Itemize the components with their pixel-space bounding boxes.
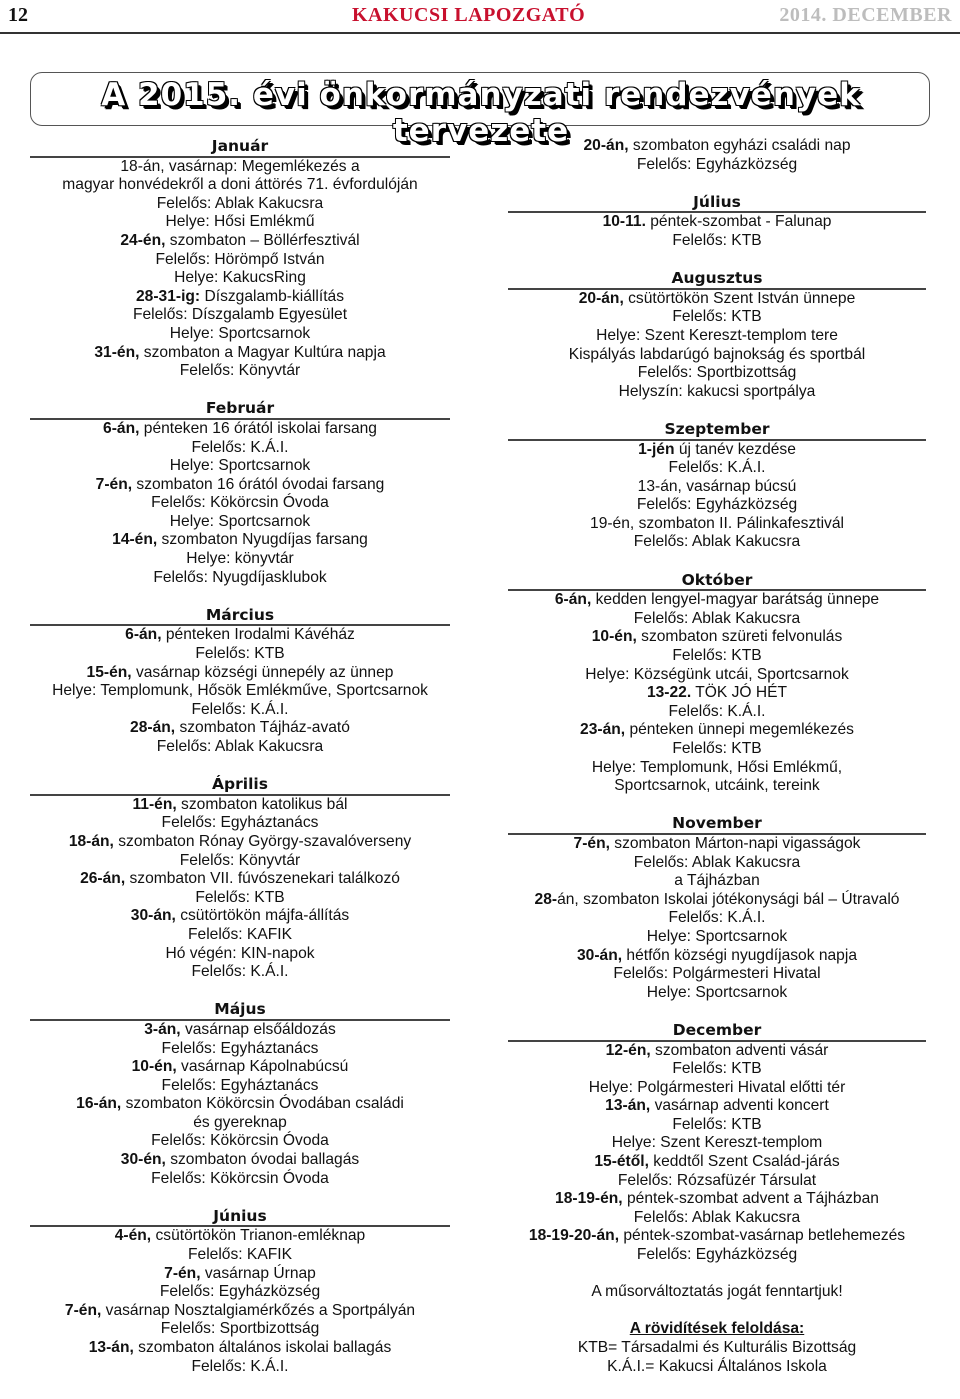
month-heading: Augusztus bbox=[508, 269, 926, 290]
event-text: szombaton egyházi családi nap bbox=[628, 137, 851, 154]
event-line bbox=[10, 963, 470, 982]
event-line bbox=[488, 740, 946, 759]
event-line bbox=[488, 383, 946, 402]
event-date: 12-én, bbox=[605, 1041, 651, 1059]
event-line bbox=[488, 327, 946, 346]
event-date: 28-31-ig: bbox=[136, 287, 201, 305]
event-text: Felelős: KTB bbox=[672, 740, 762, 757]
event-date: 7-én, bbox=[573, 834, 610, 852]
event-text: K.Á.I.= Kakucsi Általános Iskola bbox=[607, 1357, 827, 1375]
event-date: 7-én, bbox=[95, 475, 133, 493]
event-text: Felelős: Ablak Kakucsra bbox=[156, 194, 324, 212]
event-text: Felelős: Díszgalamb Egyesület bbox=[132, 306, 348, 324]
month-heading: Június bbox=[30, 1207, 450, 1228]
event-text: szombaton Kökörcsin Óvodában családi bbox=[121, 1095, 404, 1113]
event-text: szombaton Márton-napi vigasságok bbox=[609, 834, 861, 852]
event-line bbox=[10, 719, 470, 738]
event-line bbox=[10, 645, 470, 664]
event-text: Felelős: Kökörcsin Óvoda bbox=[151, 1132, 329, 1150]
event-text: Felelős: Sportbizottság bbox=[637, 364, 797, 382]
event-line bbox=[10, 362, 470, 381]
event-line bbox=[10, 1021, 470, 1040]
event-text: Helyszín: kakucsi sportpálya bbox=[618, 382, 816, 400]
event-text: Helye: Polgármesteri Hivatal előtti tér bbox=[588, 1078, 846, 1096]
event-line bbox=[10, 457, 470, 476]
event-line bbox=[10, 945, 470, 964]
event-text: vasárnap adventi koncert bbox=[650, 1097, 829, 1115]
event-line bbox=[10, 439, 470, 458]
event-text: Felelős: KAFIK bbox=[188, 1246, 292, 1264]
event-line bbox=[488, 666, 946, 685]
event-text: Felelős: Ablak Kakucsra bbox=[633, 609, 801, 627]
event-line bbox=[10, 626, 470, 645]
event-line bbox=[488, 777, 946, 796]
banner-title: A 2015. évi önkormányzati rendezvények tervezete bbox=[101, 77, 861, 149]
event-line bbox=[488, 1116, 946, 1135]
event-text: csütörtökön májfa-állítás bbox=[175, 907, 350, 925]
event-line bbox=[10, 907, 470, 926]
event-text: Felelős: KTB bbox=[672, 647, 762, 665]
event-line bbox=[488, 1339, 946, 1358]
event-line bbox=[10, 306, 470, 325]
event-date: 28-án, bbox=[130, 719, 176, 737]
spacer bbox=[488, 174, 946, 193]
event-line bbox=[488, 1172, 946, 1191]
event-date: 1-jén bbox=[638, 440, 675, 458]
event-text: Helye: Szent Kereszt-templom bbox=[611, 1134, 823, 1152]
event-line bbox=[488, 1079, 946, 1098]
event-text: magyar honvédekről a doni áttörés 71. évfordulóján bbox=[62, 176, 418, 194]
event-text: Felelős: Egyháztanács bbox=[161, 1076, 319, 1094]
month-heading: Május bbox=[30, 1000, 450, 1021]
event-text: csütörtökön Trianon-emléknap bbox=[151, 1227, 366, 1245]
event-line bbox=[488, 684, 946, 703]
month-heading: Március bbox=[30, 606, 450, 627]
event-text: és gyereknap bbox=[193, 1113, 287, 1131]
event-text: Felelős: KTB bbox=[672, 231, 762, 249]
event-line bbox=[488, 703, 946, 722]
event-text: szombaton Rónay György-szavalóverseny bbox=[113, 832, 412, 850]
event-line bbox=[488, 364, 946, 383]
event-text: Felelős: KTB bbox=[672, 1060, 762, 1078]
event-line bbox=[488, 1097, 946, 1116]
event-text: Helye: Sportcsarnok bbox=[169, 324, 311, 342]
event-line bbox=[10, 550, 470, 569]
event-line bbox=[488, 891, 946, 910]
event-date: 6-án, bbox=[103, 419, 140, 437]
event-line bbox=[10, 1302, 470, 1321]
event-line bbox=[10, 195, 470, 214]
event-text: Felelős: Egyházközség bbox=[636, 1246, 798, 1264]
event-text: Helye: KakucsRing bbox=[174, 269, 306, 287]
event-line bbox=[488, 290, 946, 309]
event-date: 14-én, bbox=[112, 531, 158, 549]
event-line bbox=[488, 872, 946, 891]
event-line bbox=[488, 928, 946, 947]
event-text: új tanév kezdése bbox=[674, 440, 796, 458]
event-line bbox=[10, 1283, 470, 1302]
month-heading: Január bbox=[30, 137, 450, 158]
event-date: 18-án, bbox=[68, 832, 114, 850]
month-heading: Október bbox=[508, 571, 926, 592]
event-line bbox=[10, 1265, 470, 1284]
event-line bbox=[10, 1095, 470, 1114]
event-line bbox=[10, 833, 470, 852]
event-line bbox=[488, 628, 946, 647]
event-date: 30-án, bbox=[130, 907, 176, 925]
event-line bbox=[488, 1246, 946, 1265]
event-date: 3-án, bbox=[144, 1020, 181, 1038]
event-line bbox=[488, 835, 946, 854]
event-text: szombaton VII. fúvószenekari találkozó bbox=[125, 870, 400, 888]
event-text: Helye: könyvtár bbox=[186, 550, 294, 568]
event-line bbox=[10, 1114, 470, 1133]
event-text: vasárnap Nosztalgiamérkőzés a Sportpályán bbox=[101, 1301, 416, 1319]
event-line bbox=[488, 496, 946, 515]
event-text: Helye: Sportcsarnok bbox=[646, 983, 788, 1001]
event-text: Helye: Szent Kereszt-templom tere bbox=[596, 326, 838, 344]
event-text: Felelős: Egyházközség bbox=[636, 155, 798, 173]
spacer bbox=[488, 1265, 946, 1284]
right-column bbox=[488, 137, 946, 1376]
event-text: Helye: Hősi Emlékmű bbox=[165, 213, 315, 231]
event-text: szombaton a Magyar Kultúra napja bbox=[139, 343, 386, 361]
event-text: Felelős: Könyvtár bbox=[179, 362, 301, 380]
event-text: Felelős: K.Á.I. bbox=[191, 1357, 289, 1375]
event-text: vasárnap elsőáldozás bbox=[180, 1020, 336, 1038]
spacer bbox=[10, 757, 470, 776]
spacer bbox=[10, 587, 470, 606]
event-line bbox=[488, 1358, 946, 1377]
left-column bbox=[10, 137, 470, 1376]
event-line bbox=[10, 1358, 470, 1377]
event-line bbox=[10, 494, 470, 513]
event-text: Sportcsarnok, utcáink, tereink bbox=[614, 777, 820, 795]
event-line bbox=[488, 515, 946, 534]
event-date: 13-22. bbox=[646, 684, 692, 702]
event-text: án, szombaton Iskolai jótékonysági bál – Útravaló bbox=[557, 890, 900, 908]
event-date: 20-án, bbox=[583, 137, 629, 154]
event-text: Felelős: Polgármesteri Hivatal bbox=[613, 965, 821, 983]
event-line bbox=[488, 984, 946, 1003]
event-text: Felelős: K.Á.I. bbox=[668, 702, 766, 720]
event-line bbox=[10, 1058, 470, 1077]
event-line bbox=[488, 308, 946, 327]
event-text: Helye: Templomunk, Hősi Emlékmű, bbox=[591, 758, 843, 776]
event-text: Helye: Sportcsarnok bbox=[169, 512, 311, 530]
event-line bbox=[488, 1190, 946, 1209]
event-line bbox=[10, 889, 470, 908]
event-text: hétfőn községi nyugdíjasok napja bbox=[622, 946, 857, 964]
event-date: 15-én, bbox=[86, 663, 132, 681]
event-date: 20-án, bbox=[578, 289, 624, 307]
event-line bbox=[10, 288, 470, 307]
event-text: Felelős: Könyvtár bbox=[179, 851, 301, 869]
event-text: csütörtökön Szent István ünnepe bbox=[623, 289, 856, 307]
event-line bbox=[10, 269, 470, 288]
event-date: 23-án, bbox=[580, 721, 626, 739]
event-line bbox=[10, 870, 470, 889]
event-date: 26-án, bbox=[80, 870, 126, 888]
publication-title: KAKUCSI LAPOZGATÓ bbox=[352, 4, 586, 26]
event-line bbox=[488, 909, 946, 928]
event-text: Felelős: KTB bbox=[672, 308, 762, 326]
event-text: Felelős: Rózsafüzér Társulat bbox=[617, 1171, 817, 1189]
event-text: Felelős: Ablak Kakucsra bbox=[156, 738, 324, 755]
event-line bbox=[488, 647, 946, 666]
event-text: pénteken ünnepi megemlékezés bbox=[625, 721, 854, 739]
event-date: 16-án, bbox=[76, 1095, 122, 1113]
event-text: KTB= Társadalmi és Kulturális Bizottság bbox=[577, 1339, 857, 1356]
event-line bbox=[10, 926, 470, 945]
page-number: 12 bbox=[8, 4, 28, 26]
event-date: 4-én, bbox=[114, 1227, 152, 1245]
event-text: Felelős: KTB bbox=[195, 645, 285, 663]
event-line bbox=[10, 1170, 470, 1189]
event-text: Helye: Sportcsarnok bbox=[646, 927, 788, 945]
event-line bbox=[488, 759, 946, 778]
event-line bbox=[488, 591, 946, 610]
event-line bbox=[10, 1246, 470, 1265]
event-date: 10-én, bbox=[131, 1058, 177, 1076]
event-line bbox=[10, 701, 470, 720]
header-divider bbox=[0, 32, 960, 34]
event-line bbox=[488, 1153, 946, 1172]
event-line bbox=[10, 158, 470, 177]
event-text: Felelős: KTB bbox=[672, 1115, 762, 1133]
event-date: 7-én, bbox=[64, 1301, 102, 1319]
spacer bbox=[488, 552, 946, 571]
event-date: 31-én, bbox=[94, 343, 140, 361]
spacer bbox=[10, 982, 470, 1001]
event-text: Felelős: KAFIK bbox=[188, 925, 292, 943]
event-line bbox=[10, 176, 470, 195]
event-line bbox=[10, 513, 470, 532]
event-text: szombaton általános iskolai ballagás bbox=[133, 1339, 392, 1356]
event-text: Felelős: Kökörcsin Óvoda bbox=[151, 1169, 329, 1187]
event-text: 18-án, vasárnap: Megemlékezés a bbox=[120, 157, 360, 175]
event-date: 10-11. bbox=[602, 213, 646, 231]
event-text: Felelős: K.Á.I. bbox=[191, 963, 289, 981]
event-text: A műsorváltoztatás jogát fenntartjuk! bbox=[591, 1283, 843, 1301]
event-text: Felelős: K.Á.I. bbox=[191, 700, 289, 718]
event-text: Felelős: K.Á.I. bbox=[668, 909, 766, 927]
event-date: 7-én, bbox=[164, 1264, 201, 1282]
event-line bbox=[10, 531, 470, 550]
event-line bbox=[488, 346, 946, 365]
event-line bbox=[488, 478, 946, 497]
event-line bbox=[488, 965, 946, 984]
event-text: Kispályás labdarúgó bajnokság és sportbál bbox=[568, 345, 866, 363]
event-text: Díszgalamb-kiállítás bbox=[200, 287, 344, 305]
event-line bbox=[488, 441, 946, 460]
event-line bbox=[10, 476, 470, 495]
event-text: Felelős: Sportbizottság bbox=[160, 1320, 320, 1338]
event-date: 18-19-én, bbox=[555, 1190, 623, 1208]
event-line bbox=[10, 1151, 470, 1170]
month-heading: Szeptember bbox=[508, 420, 926, 441]
event-text: pénteken 16 órától iskolai farsang bbox=[139, 419, 377, 437]
event-date: 28- bbox=[534, 890, 558, 908]
event-text: Felelős: Egyházközség bbox=[636, 496, 798, 514]
event-line bbox=[488, 459, 946, 478]
spacer bbox=[488, 796, 946, 815]
event-text: péntek-szombat advent a Tájházban bbox=[622, 1190, 879, 1208]
event-text: pénteken Irodalmi Kávéház bbox=[161, 626, 355, 644]
event-text: Felelős: Egyháztanács bbox=[161, 1039, 319, 1057]
event-text: vasárnap Úrnap bbox=[200, 1264, 316, 1282]
event-text: Felelős: Kökörcsin Óvoda bbox=[151, 494, 329, 512]
event-text: Felelős: KTB bbox=[195, 888, 285, 906]
event-text: 19-én, szombaton II. Pálinkafesztivál bbox=[590, 514, 844, 532]
event-line bbox=[488, 533, 946, 552]
event-line bbox=[488, 1042, 946, 1061]
event-date: 24-én, bbox=[120, 231, 166, 249]
event-line bbox=[488, 721, 946, 740]
event-date: 15-étől, bbox=[594, 1153, 649, 1171]
event-line bbox=[10, 1040, 470, 1059]
event-line bbox=[488, 137, 946, 156]
event-text: a Tájházban bbox=[674, 872, 760, 890]
month-heading: November bbox=[508, 814, 926, 835]
event-text: Felelős: Ablak Kakucsra bbox=[633, 853, 801, 871]
event-text: szombaton katolikus bál bbox=[176, 795, 348, 813]
event-line bbox=[488, 1283, 946, 1302]
event-date: 6-án, bbox=[554, 591, 592, 609]
event-line bbox=[10, 1077, 470, 1096]
event-text: péntek-szombat-vasárnap betlehemezés bbox=[619, 1227, 906, 1245]
event-text: 13-án, vasárnap búcsú bbox=[637, 477, 797, 495]
event-line bbox=[10, 682, 470, 701]
event-line bbox=[10, 325, 470, 344]
event-text: Helye: Templomunk, Hősök Emlékműve, Sportcsarnok bbox=[52, 682, 428, 700]
event-line bbox=[10, 420, 470, 439]
event-line bbox=[10, 213, 470, 232]
event-line bbox=[488, 232, 946, 251]
event-line bbox=[10, 1339, 470, 1358]
event-line bbox=[10, 1320, 470, 1339]
spacer bbox=[488, 401, 946, 420]
spacer bbox=[488, 1302, 946, 1321]
event-line bbox=[10, 251, 470, 270]
event-date: 13-án, bbox=[605, 1097, 651, 1115]
event-text: Felelős: Egyháztanács bbox=[161, 814, 319, 832]
month-heading: Február bbox=[30, 399, 450, 420]
event-text: keddtől Szent Család-járás bbox=[648, 1153, 840, 1171]
event-line bbox=[10, 569, 470, 588]
event-text: Helye: Községünk utcái, Sportcsarnok bbox=[585, 665, 849, 683]
month-heading: Július bbox=[508, 193, 926, 214]
event-text: szombaton szüreti felvonulás bbox=[636, 628, 843, 646]
event-line bbox=[10, 1227, 470, 1246]
event-line bbox=[488, 1227, 946, 1246]
spacer bbox=[10, 1188, 470, 1207]
event-date: 6-án, bbox=[125, 626, 162, 644]
event-text: Felelős: Nyugdíjasklubok bbox=[153, 568, 327, 586]
event-date: 18-19-20-án, bbox=[528, 1227, 620, 1245]
spacer bbox=[488, 1002, 946, 1021]
event-text: vasárnap Kápolnabúcsú bbox=[176, 1058, 349, 1076]
month-heading: Április bbox=[30, 775, 450, 796]
event-text: Hó végén: KIN-napok bbox=[165, 944, 315, 962]
issue-date: 2014. DECEMBER bbox=[779, 4, 952, 26]
event-text: szombaton Nyugdíjas farsang bbox=[157, 531, 368, 549]
abbreviations-heading: A rövidítések feloldása: bbox=[629, 1320, 805, 1338]
event-date: 30-én, bbox=[120, 1151, 166, 1169]
event-text: vasárnap községi ünnepély az ünnep bbox=[131, 663, 394, 681]
event-line bbox=[10, 738, 470, 757]
event-line bbox=[488, 610, 946, 629]
event-line bbox=[10, 344, 470, 363]
event-text: Felelős: K.Á.I. bbox=[191, 438, 289, 456]
event-text: Felelős: Ablak Kakucsra bbox=[633, 533, 801, 551]
event-line bbox=[488, 854, 946, 873]
event-date: 13-án, bbox=[88, 1339, 134, 1356]
event-line bbox=[10, 796, 470, 815]
event-text: TÖK JÓ HÉT bbox=[691, 684, 788, 702]
event-line bbox=[488, 213, 946, 232]
event-date: 11-én, bbox=[132, 795, 177, 813]
event-text: szombaton 16 órától óvodai farsang bbox=[132, 475, 385, 493]
event-line bbox=[488, 156, 946, 175]
event-text: Felelős: Hörömpő István bbox=[155, 250, 325, 268]
spacer bbox=[10, 381, 470, 400]
event-text: kedden lengyel-magyar barátság ünnepe bbox=[591, 591, 880, 609]
event-line bbox=[10, 852, 470, 871]
event-text: Helye: Sportcsarnok bbox=[169, 457, 311, 475]
event-line bbox=[10, 664, 470, 683]
event-text: Felelős: Egyházközség bbox=[159, 1283, 321, 1301]
event-line bbox=[488, 1209, 946, 1228]
event-text: szombaton adventi vásár bbox=[650, 1041, 829, 1059]
event-date: 30-án, bbox=[576, 946, 623, 964]
event-date: 10-én, bbox=[591, 628, 637, 646]
event-line bbox=[488, 1060, 946, 1079]
event-text: szombaton óvodai ballagás bbox=[165, 1151, 360, 1169]
event-text: Felelős: Ablak Kakucsra bbox=[633, 1208, 801, 1226]
event-text: szombaton Tájház-avató bbox=[175, 719, 350, 737]
event-line bbox=[10, 1132, 470, 1151]
event-text: Felelős: K.Á.I. bbox=[668, 459, 766, 477]
event-text: szombaton – Böllérfesztivál bbox=[165, 231, 360, 249]
event-line bbox=[10, 232, 470, 251]
event-text: péntek-szombat - Falunap bbox=[645, 213, 832, 231]
event-line bbox=[488, 947, 946, 966]
spacer bbox=[488, 251, 946, 270]
page-header bbox=[0, 0, 960, 34]
month-heading: December bbox=[508, 1021, 926, 1042]
event-line bbox=[488, 1134, 946, 1153]
event-line bbox=[10, 814, 470, 833]
